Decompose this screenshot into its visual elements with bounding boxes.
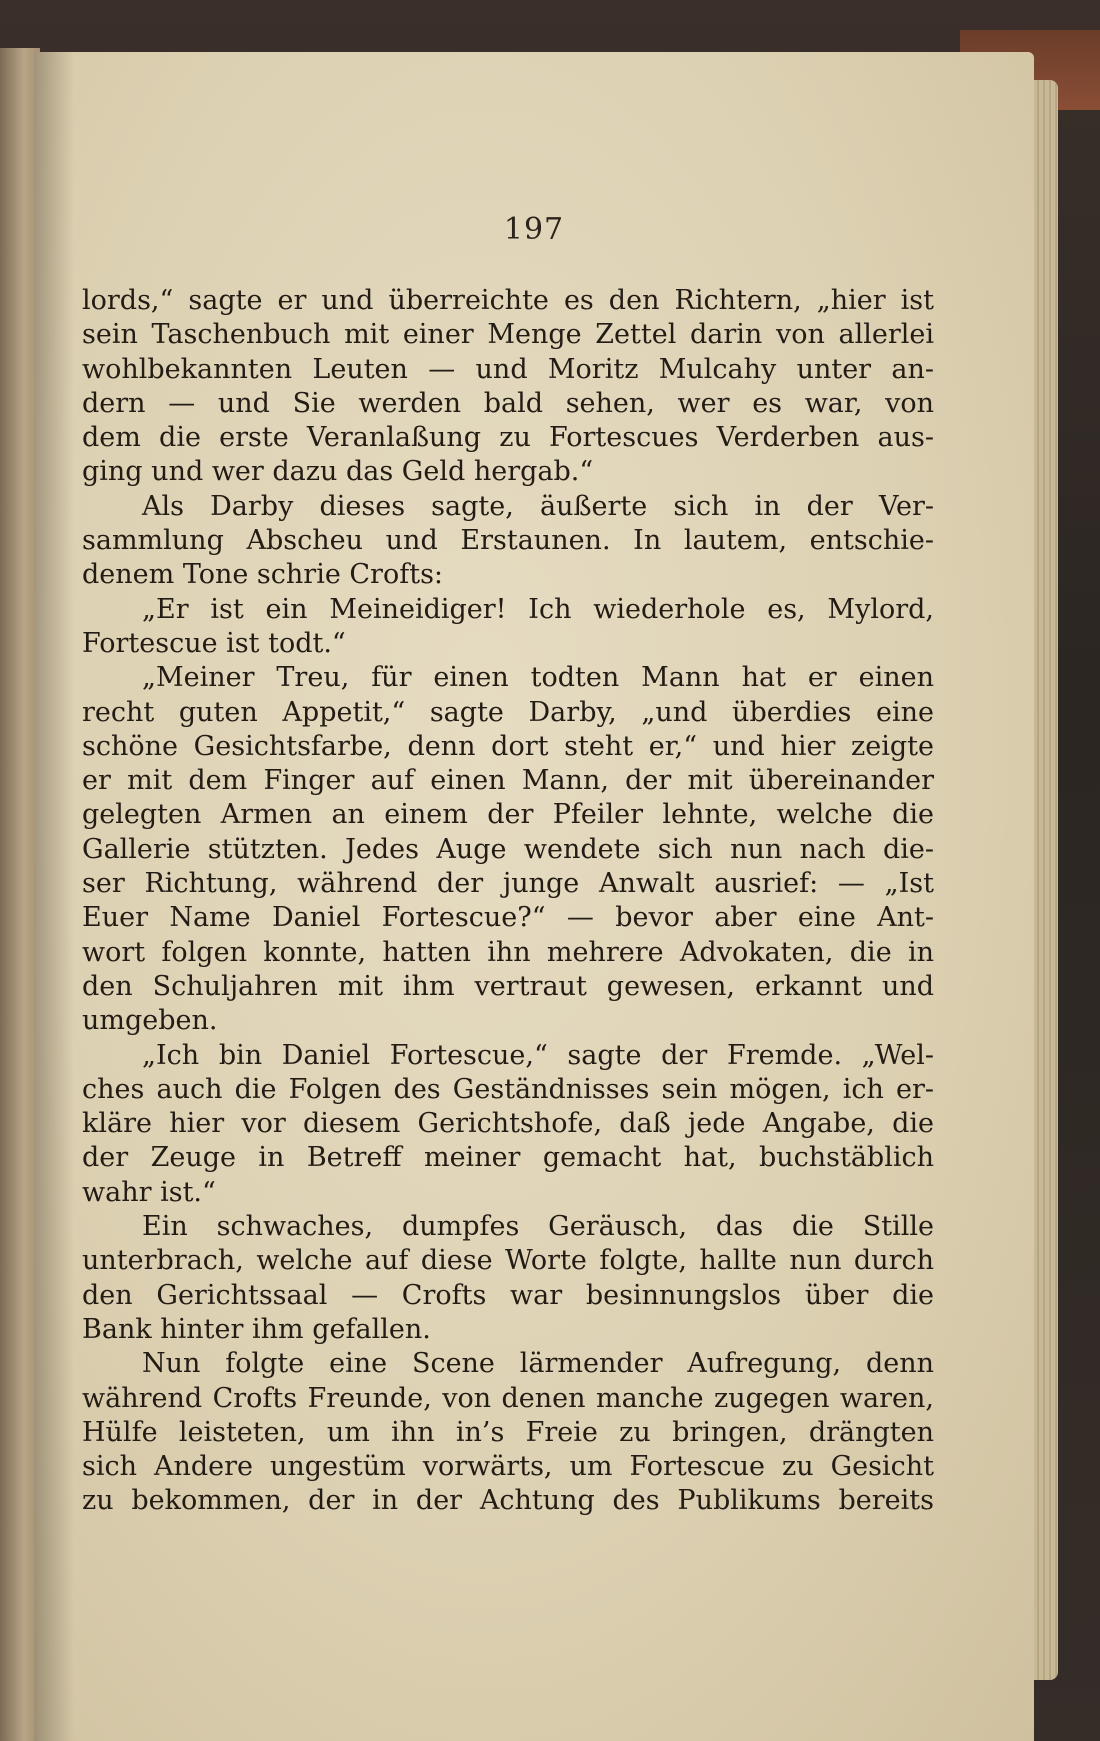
text-line: gelegten Armen an einem der Pfeiler lehnte, welche die [82, 799, 934, 831]
text-line: dem die erste Veranlaßung zu Fortescues Verderben aus- [82, 422, 934, 454]
text-line: ging und wer dazu das Geld hergab.“ [82, 456, 594, 488]
text-line: „Meiner Treu, für einen todten Mann hat er einen [142, 662, 934, 694]
text-line: denem Tone schrie Crofts: [82, 559, 444, 591]
text-line: Euer Name Daniel Fortescue?“ — bevor aber eine Ant- [82, 902, 934, 934]
text-line: wohlbekannten Leuten — und Moritz Mulcahy unter an- [82, 353, 934, 385]
text-line: während Crofts Freunde, von denen manche zugegen waren, [82, 1382, 934, 1414]
page-number: 197 [503, 212, 565, 247]
text-line: Fortescue ist todt.“ [82, 627, 346, 659]
text-line: den Schuljahren mit ihm vertraut gewesen, erkannt und [82, 970, 934, 1002]
text-line: Bank hinter ihm gefallen. [82, 1313, 431, 1345]
text-line: Gallerie stützten. Jedes Auge wendete sich nun nach die- [82, 833, 934, 865]
book-page [34, 52, 1034, 1741]
gutter-shadow [34, 52, 74, 1741]
text-line: sammlung Abscheu und Erstaunen. In lautem, entschie- [82, 525, 934, 557]
text-line: „Er ist ein Meineidiger! Ich wiederhole es, Mylord, [142, 593, 934, 625]
text-line: kläre hier vor diesem Gerichtshofe, daß jede Angabe, die [82, 1108, 934, 1140]
text-line: lords,“ sagte er und überreichte es den Richtern, „hier ist [82, 285, 934, 316]
text-line: „Ich bin Daniel Fortescue,“ sagte der Fremde. „Wel- [142, 1039, 934, 1071]
text-line: er mit dem Finger auf einen Mann, der mit übereinander [82, 765, 934, 797]
text-line: schöne Gesichtsfarbe, denn dort steht er,“ und hier zeigte [82, 730, 934, 762]
text-line: sein Taschenbuch mit einer Menge Zettel darin von allerlei [82, 319, 934, 351]
text-line: wahr ist.“ [82, 1176, 216, 1208]
text-line: zu bekommen, der in der Achtung des Publikums bereits [82, 1485, 934, 1517]
text-line: sich Andere ungestüm vorwärts, um Fortescue zu Gesicht [82, 1451, 934, 1483]
text-line: Nun folgte eine Scene lärmender Aufregung, denn [142, 1348, 934, 1380]
text-line: recht guten Appetit,“ sagte Darby, „und überdies eine [82, 696, 934, 728]
body-text [82, 284, 934, 1519]
text-line: dern — und Sie werden bald sehen, wer es war, von [82, 387, 934, 419]
text-line: unterbrach, welche auf diese Worte folgte, hallte nun durch [82, 1245, 934, 1277]
text-line: Hülfe leisteten, um ihn in’s Freie zu bringen, drängten [82, 1416, 934, 1448]
text-line: der Zeuge in Betreff meiner gemacht hat, buchstäblich [82, 1142, 934, 1174]
text-line: ser Richtung, während der junge Anwalt ausrief: — „Ist [82, 868, 934, 900]
text-line: ches auch die Folgen des Geständnisses sein mögen, ich er- [82, 1073, 934, 1105]
text-line: Ein schwaches, dumpfes Geräusch, das die Stille [142, 1211, 934, 1243]
text-line: den Gerichtssaal — Crofts war besinnungslos über die [82, 1279, 934, 1311]
text-line: wort folgen konnte, hatten ihn mehrere Advokaten, die in [82, 936, 934, 968]
text-line: umgeben. [82, 1005, 218, 1037]
text-line: Als Darby dieses sagte, äußerte sich in der Ver- [142, 490, 934, 522]
